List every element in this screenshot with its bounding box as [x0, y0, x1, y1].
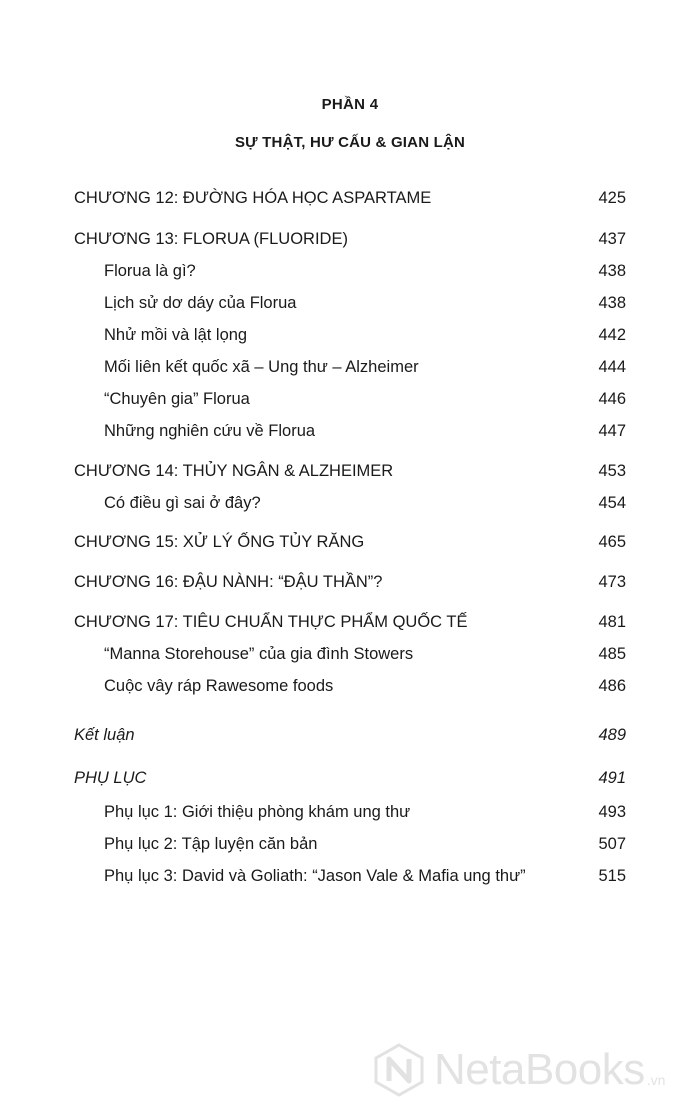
toc-entry-page: 486 — [598, 677, 626, 695]
toc-entry-title: Nhử mồi và lật lọng — [104, 326, 248, 344]
toc-entry-page: 515 — [598, 867, 626, 885]
toc-entry-page: 481 — [598, 613, 626, 631]
watermark-suffix: .vn — [646, 1072, 666, 1088]
toc-entry — [104, 357, 626, 377]
toc-entry-title: CHƯƠNG 15: XỬ LÝ ỐNG TỦY RĂNG — [74, 533, 365, 551]
toc-entry — [74, 725, 626, 745]
toc-entry-title: Phụ lục 1: Giới thiệu phòng khám ung thư — [104, 803, 411, 821]
netabooks-logo-icon — [372, 1043, 426, 1097]
toc-entry-title: PHỤ LỤC — [74, 769, 147, 787]
toc-entry-title: CHƯƠNG 12: ĐƯỜNG HÓA HỌC ASPARTAME — [74, 189, 432, 207]
toc-entry-title: Những nghiên cứu về Florua — [104, 422, 316, 440]
toc-entry-title: Cuộc vây ráp Rawesome foods — [104, 677, 334, 695]
watermark — [372, 1038, 665, 1102]
toc-entry-title: Lịch sử dơ dáy của Florua — [104, 294, 297, 312]
toc-entry-title: Mối liên kết quốc xã – Ung thư – Alzheimer — [104, 358, 419, 376]
toc-entry-page: 465 — [598, 533, 626, 551]
toc-entry-title: “Manna Storehouse” của gia đình Stowers — [104, 645, 414, 663]
toc-entry — [104, 834, 626, 854]
toc-entry — [104, 866, 626, 886]
toc-entry-page: 438 — [598, 294, 626, 312]
toc-entry — [74, 768, 626, 788]
toc-entry-page: 446 — [598, 390, 626, 408]
toc-entry-page: 507 — [598, 835, 626, 853]
toc-entry-page: 444 — [598, 358, 626, 376]
toc-entry — [74, 612, 626, 632]
watermark-brand: NetaBooks — [434, 1045, 645, 1094]
toc-entry — [104, 261, 626, 281]
toc-entry-page: 491 — [598, 769, 626, 787]
toc-entry — [104, 325, 626, 345]
toc-entry-page: 454 — [598, 494, 626, 512]
toc-entry — [104, 389, 626, 409]
toc-entry-title: CHƯƠNG 14: THỦY NGÂN & ALZHEIMER — [74, 462, 394, 480]
toc-entry — [104, 676, 626, 696]
toc-entry-title: Có điều gì sai ở đây? — [104, 494, 261, 512]
toc-entry-title: Kết luận — [74, 726, 135, 744]
toc-entry — [74, 532, 626, 552]
toc-entry-title: Florua là gì? — [104, 262, 196, 280]
toc-entry — [104, 493, 626, 513]
part-subtitle: SỰ THẬT, HƯ CẤU & GIAN LẬN — [234, 134, 466, 151]
toc-entry — [74, 229, 626, 249]
toc-entry-page: 437 — [598, 230, 626, 248]
toc-entry-title: CHƯƠNG 16: ĐẬU NÀNH: “ĐẬU THẦN”? — [74, 573, 383, 591]
toc-entry-page: 438 — [598, 262, 626, 280]
toc-entry-title: Phụ lục 3: David và Goliath: “Jason Vale & Mafia ung thư” — [104, 867, 526, 885]
part-title: PHẦN 4 — [321, 96, 379, 113]
toc-entry — [104, 644, 626, 664]
toc-entry-page: 453 — [598, 462, 626, 480]
toc-entry-page: 473 — [598, 573, 626, 591]
toc-entry-title: Phụ lục 2: Tập luyện căn bản — [104, 835, 318, 853]
toc-entry-page: 447 — [598, 422, 626, 440]
toc-entry-page: 485 — [598, 645, 626, 663]
toc-entry-title: CHƯƠNG 17: TIÊU CHUẨN THỰC PHẨM QUỐC TẾ — [74, 613, 468, 631]
toc-entry — [104, 293, 626, 313]
toc-entry-title: “Chuyên gia” Florua — [104, 390, 250, 408]
toc-entry — [104, 802, 626, 822]
toc-entry — [74, 188, 626, 208]
toc-entry — [104, 421, 626, 441]
toc-entry-page: 493 — [598, 803, 626, 821]
toc-entry — [74, 461, 626, 481]
toc-entry — [74, 572, 626, 592]
toc-entry-title: CHƯƠNG 13: FLORUA (FLUORIDE) — [74, 230, 348, 248]
toc-entry-page: 425 — [598, 189, 626, 207]
toc-entry-page: 442 — [598, 326, 626, 344]
toc-entry-page: 489 — [598, 726, 626, 744]
